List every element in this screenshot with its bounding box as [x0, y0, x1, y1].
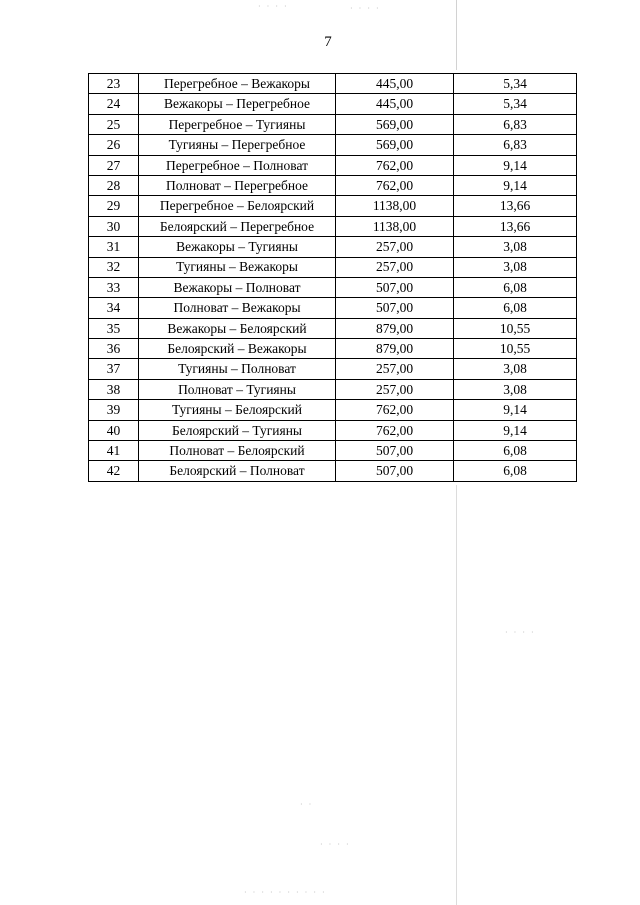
scan-noise: · · · · · · · · · · [244, 888, 327, 897]
route-cell: Вежакоры – Перегребное [139, 94, 336, 114]
distance-cell: 445,00 [336, 94, 454, 114]
page-number: 7 [324, 34, 332, 50]
route-cell: Тугияны – Вежакоры [139, 257, 336, 277]
route-cell: Белоярский – Перегребное [139, 216, 336, 236]
scan-fold-line-bottom [456, 485, 457, 905]
table-row [89, 237, 577, 257]
row-number-cell: 38 [89, 379, 139, 399]
table-row [89, 94, 577, 114]
distance-cell: 569,00 [336, 135, 454, 155]
route-cell: Перегребное – Тугияны [139, 114, 336, 134]
route-cell: Перегребное – Белоярский [139, 196, 336, 216]
price-cell: 5,34 [454, 74, 577, 94]
route-cell: Полноват – Тугияны [139, 379, 336, 399]
route-cell: Полноват – Вежакоры [139, 298, 336, 318]
row-number-cell: 39 [89, 400, 139, 420]
route-cell: Вежакоры – Полноват [139, 277, 336, 297]
table-row [89, 175, 577, 195]
row-number-cell: 26 [89, 135, 139, 155]
price-cell: 6,83 [454, 114, 577, 134]
table-row [89, 339, 577, 359]
table-row [89, 257, 577, 277]
distance-cell: 762,00 [336, 400, 454, 420]
row-number-cell: 41 [89, 441, 139, 461]
distance-cell: 257,00 [336, 359, 454, 379]
table-row [89, 441, 577, 461]
route-cell: Тугияны – Перегребное [139, 135, 336, 155]
row-number-cell: 37 [89, 359, 139, 379]
route-table [88, 73, 577, 482]
price-cell: 3,08 [454, 237, 577, 257]
row-number-cell: 31 [89, 237, 139, 257]
route-cell: Белоярский – Вежакоры [139, 339, 336, 359]
route-cell: Тугияны – Белоярский [139, 400, 336, 420]
scan-noise: · · · · [320, 840, 351, 849]
distance-cell: 762,00 [336, 175, 454, 195]
price-cell: 6,08 [454, 461, 577, 481]
price-cell: 6,08 [454, 441, 577, 461]
route-cell: Белоярский – Полноват [139, 461, 336, 481]
route-cell: Вежакоры – Белоярский [139, 318, 336, 338]
route-cell: Полноват – Белоярский [139, 441, 336, 461]
price-cell: 6,83 [454, 135, 577, 155]
row-number-cell: 24 [89, 94, 139, 114]
row-number-cell: 36 [89, 339, 139, 359]
row-number-cell: 42 [89, 461, 139, 481]
price-cell: 9,14 [454, 420, 577, 440]
distance-cell: 879,00 [336, 339, 454, 359]
row-number-cell: 32 [89, 257, 139, 277]
price-cell: 10,55 [454, 339, 577, 359]
table-row [89, 74, 577, 94]
price-cell: 13,66 [454, 216, 577, 236]
price-cell: 5,34 [454, 94, 577, 114]
distance-cell: 507,00 [336, 461, 454, 481]
price-cell: 10,55 [454, 318, 577, 338]
distance-cell: 1138,00 [336, 216, 454, 236]
price-cell: 6,08 [454, 298, 577, 318]
table-row [89, 155, 577, 175]
scan-noise: · · · · [505, 628, 536, 637]
scan-noise: · · · · [350, 4, 381, 13]
table-row [89, 379, 577, 399]
distance-cell: 507,00 [336, 441, 454, 461]
distance-cell: 257,00 [336, 257, 454, 277]
route-cell: Перегребное – Полноват [139, 155, 336, 175]
price-cell: 9,14 [454, 400, 577, 420]
distance-cell: 445,00 [336, 74, 454, 94]
row-number-cell: 29 [89, 196, 139, 216]
scan-noise: · · [300, 800, 314, 809]
price-cell: 9,14 [454, 155, 577, 175]
price-cell: 3,08 [454, 379, 577, 399]
distance-cell: 507,00 [336, 298, 454, 318]
table-row [89, 400, 577, 420]
row-number-cell: 23 [89, 74, 139, 94]
row-number-cell: 28 [89, 175, 139, 195]
scan-noise: · · · · [258, 2, 289, 11]
price-cell: 3,08 [454, 359, 577, 379]
row-number-cell: 40 [89, 420, 139, 440]
table-row [89, 318, 577, 338]
route-cell: Белоярский – Тугияны [139, 420, 336, 440]
table-row [89, 135, 577, 155]
distance-cell: 569,00 [336, 114, 454, 134]
price-cell: 3,08 [454, 257, 577, 277]
table-row [89, 277, 577, 297]
row-number-cell: 35 [89, 318, 139, 338]
table-row [89, 114, 577, 134]
table-row [89, 359, 577, 379]
distance-cell: 257,00 [336, 237, 454, 257]
route-cell: Вежакоры – Тугияны [139, 237, 336, 257]
table-row [89, 196, 577, 216]
table-row [89, 298, 577, 318]
distance-cell: 1138,00 [336, 196, 454, 216]
scan-fold-line-top [456, 0, 457, 70]
distance-cell: 762,00 [336, 420, 454, 440]
route-table-body [89, 74, 577, 482]
row-number-cell: 34 [89, 298, 139, 318]
distance-cell: 507,00 [336, 277, 454, 297]
row-number-cell: 30 [89, 216, 139, 236]
table-row [89, 216, 577, 236]
route-cell: Полноват – Перегребное [139, 175, 336, 195]
route-cell: Тугияны – Полноват [139, 359, 336, 379]
row-number-cell: 27 [89, 155, 139, 175]
price-cell: 13,66 [454, 196, 577, 216]
table-row [89, 461, 577, 481]
distance-cell: 762,00 [336, 155, 454, 175]
row-number-cell: 33 [89, 277, 139, 297]
row-number-cell: 25 [89, 114, 139, 134]
route-cell: Перегребное – Вежакоры [139, 74, 336, 94]
table-row [89, 420, 577, 440]
distance-cell: 879,00 [336, 318, 454, 338]
price-cell: 6,08 [454, 277, 577, 297]
price-cell: 9,14 [454, 175, 577, 195]
distance-cell: 257,00 [336, 379, 454, 399]
